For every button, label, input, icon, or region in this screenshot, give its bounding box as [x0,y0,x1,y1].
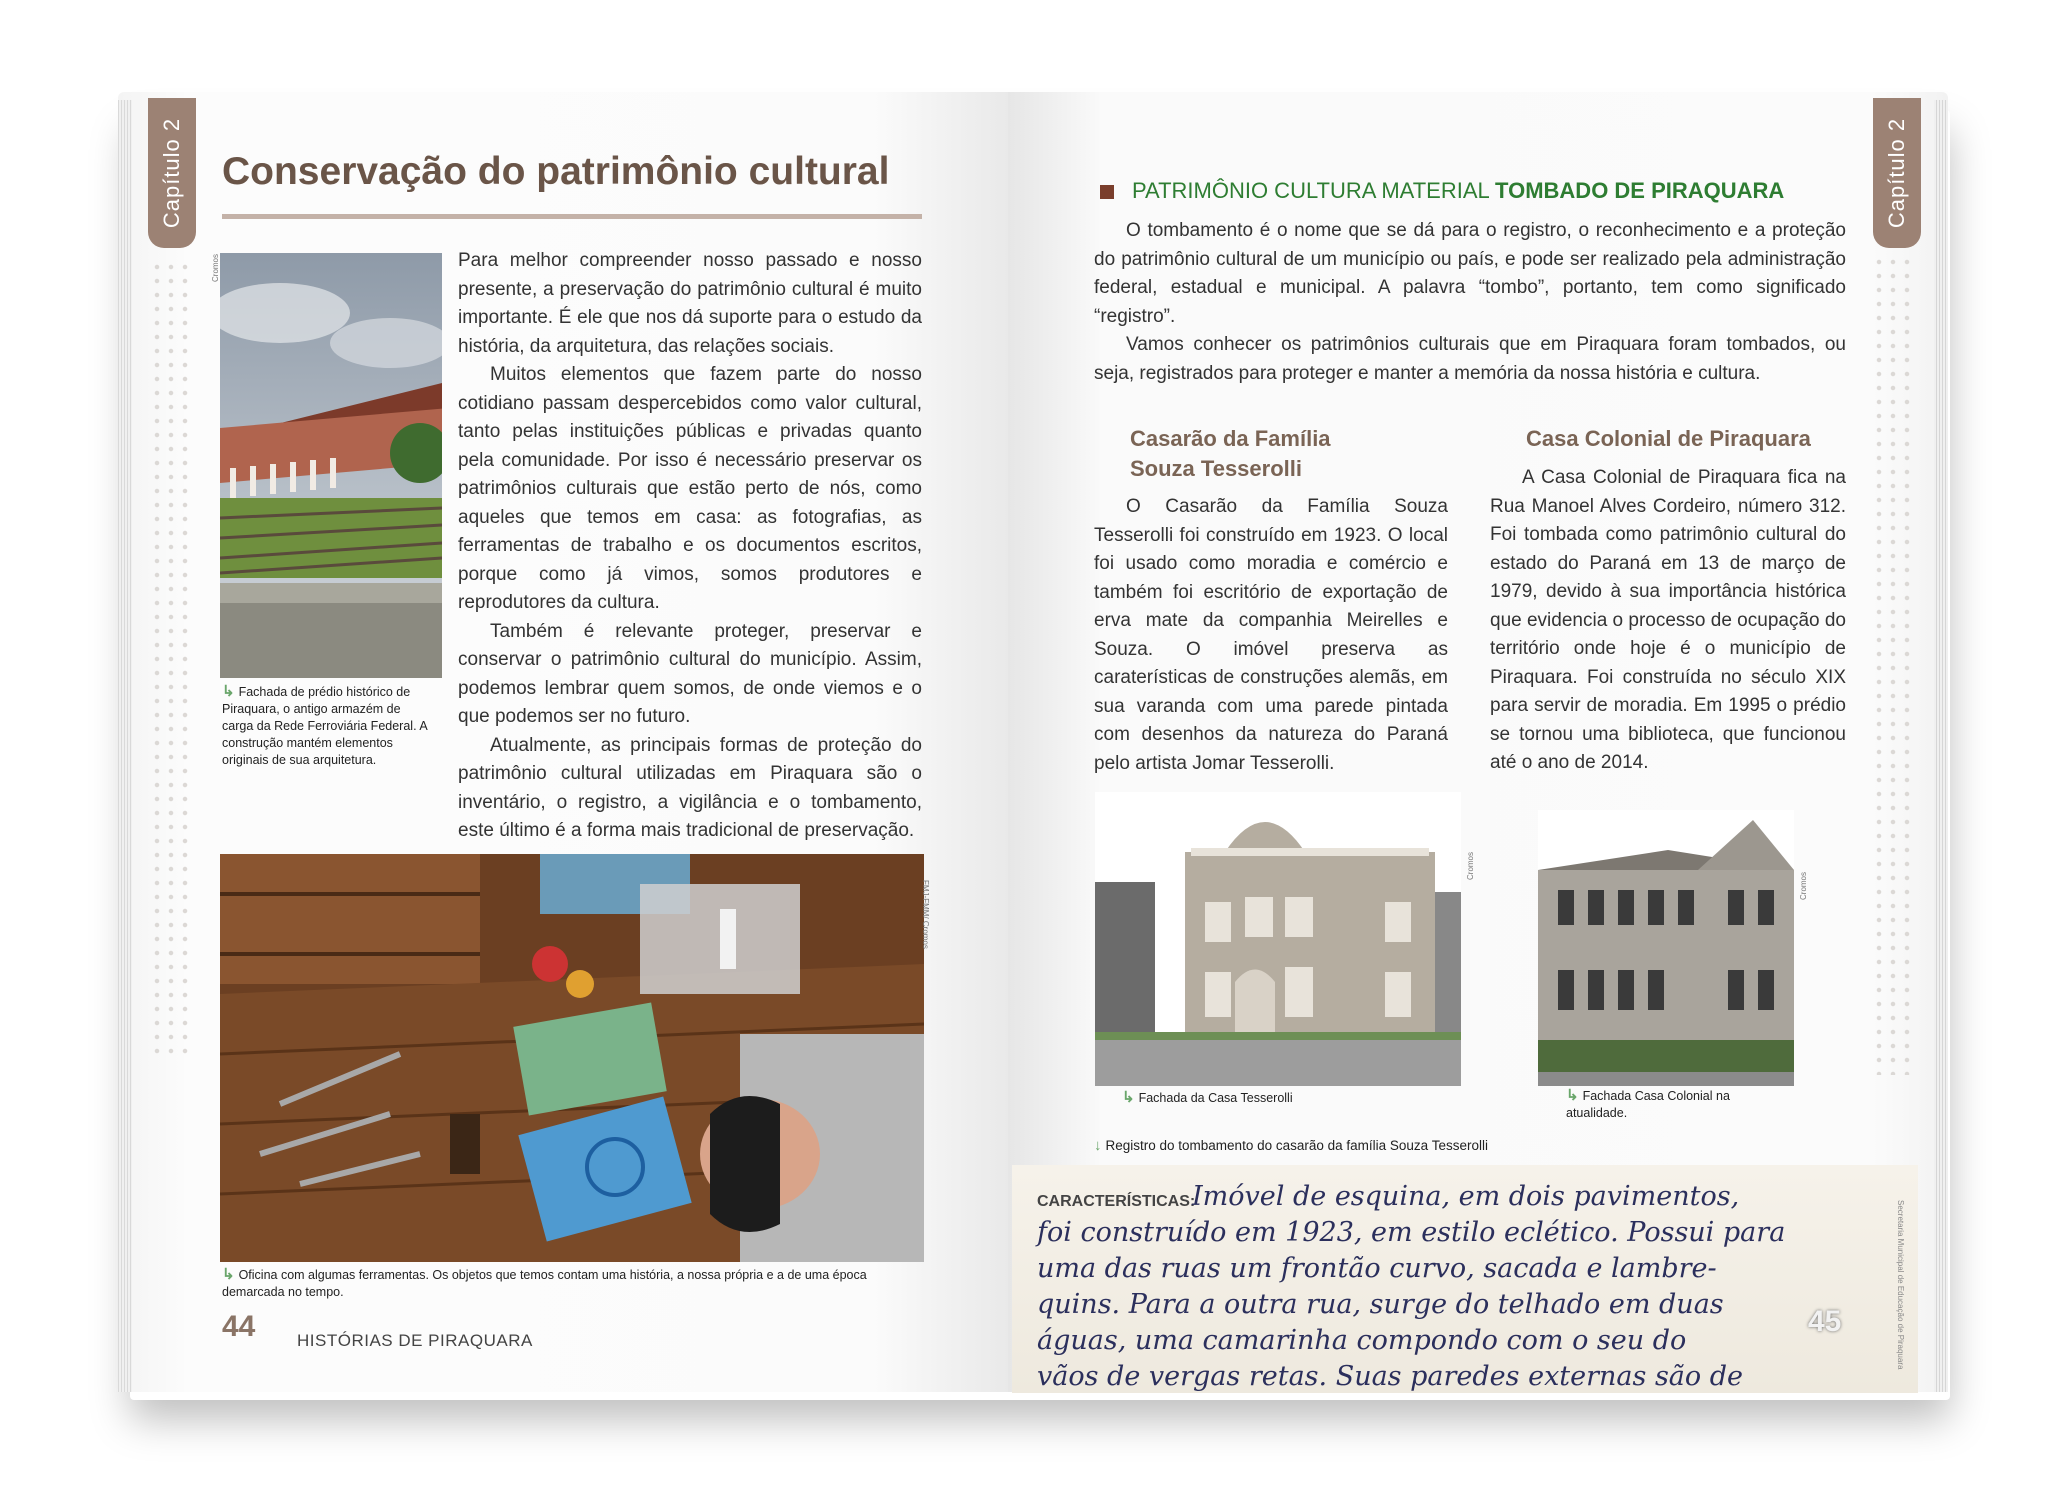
chapter-tab-right [1873,98,1921,248]
running-head: HISTÓRIAS DE PIRAQUARA [297,1331,533,1350]
hw-line-1: Imóvel de esquina, em dois pavimentos, [1192,1181,1740,1212]
hw-line-2: foi construído em 1923, em estilo eclético. Possui para [1037,1217,1786,1248]
intro-paragraph-1: O tombamento é o nome que se dá para o registro, o reconhecimento e a proteção do patrimônio cultural de um município ou país, e pode ser realizado pela administração federal, estadual e municipal. A palavra “tombo”, portanto, tem como significado “registro”. [1094,220,1846,327]
paragraph-2: Muitos elementos que fazem parte do nosso cotidiano passam despercebidos como valor cultural, tanto pelas instituições públicas e privadas quanto pela comunidade. Por isso é necessário preservar os patrimônios culturais que estão perto de nós, como aqueles que temos em casa: as fotografias, as ferramentas de trabalho e os documentos escritos, porque como já vimos, somos produtores e reprodutores da cultura. [458,364,922,613]
col1-text [1094,493,1448,778]
col2-paragraph: A Casa Colonial de Piraquara fica na Rua Manoel Alves Cordeiro, número 312. Foi tombada como patrimônio cultural do estado do Paraná em 13 de março de 1979, devido à sua importância histórica que evidencia o processo de ocupação do território onde hoje é o município de Piraquara. Foi construída no século XIX para servir de moradia. Em 1995 o prédio se tornou uma biblioteca, que funcionou até o ano de 2014. [1490,467,1846,773]
caption-arrow-icon: ↳ [1122,1089,1135,1106]
photo2-credit: FMJ-FMM/ Cromos [921,880,930,949]
caption-arrow-icon: ↳ [222,683,235,700]
page-edges-left [118,100,132,1392]
square-bullet-icon [1100,185,1114,199]
railway-warehouse-image [220,253,442,678]
register-caption-text: Registro do tombamento do casarão da família Souza Tesserolli [1105,1138,1488,1153]
body-text-left [458,247,922,846]
page-number-right: 45 [1808,1305,1842,1338]
col1-title: Casarão da Família Souza Tesserolli [1130,426,1331,481]
hw-line-4: quins. Para a outra rua, surge do telhado em duas [1037,1289,1724,1320]
chapter-tab-label: Capítulo 2 [1884,117,1910,229]
handwritten-register [1012,1165,1918,1393]
dot-pattern-right [1872,255,1916,1075]
body-text-right-intro [1094,217,1846,388]
paragraph-3: Também é relevante proteger, preservar e conservar o patrimônio cultural do município. Assim, podemos lembrar quem somos, de onde viemos e o que podemos ser no futuro. [458,620,922,727]
casa-colonial-image [1538,810,1794,1086]
intro-paragraph-2: Vamos conhecer os patrimônios culturais que em Piraquara foram tombados, ou seja, registrados para proteger e manter a memória da nossa história e cultura. [1094,334,1846,384]
caption-arrow-icon: ↳ [1566,1087,1579,1104]
title-underline [222,214,922,219]
page-edges-right [1934,100,1948,1392]
photo-railway-warehouse [220,253,442,678]
photo-casa-tesserolli [1095,792,1461,1086]
hw-line-6: vãos de vergas retas. Suas paredes externas são de [1037,1361,1744,1392]
side-credit: Secretaria Municipal de Educação de Piraquara [1896,1200,1905,1370]
dot-pattern-left [150,260,194,1060]
photo3-caption [1122,1089,1422,1107]
casa-tesserolli-image [1095,792,1461,1086]
photo3-caption-text: Fachada da Casa Tesserolli [1138,1091,1293,1105]
photo3-credit: Cromos [1466,851,1475,880]
section-heading [1100,178,1784,204]
photo1-credit: Cromos [211,253,220,282]
chapter-tab-left [148,98,196,248]
photo2-caption-text: Oficina com algumas ferramentas. Os objetos que temos contam uma história, a nossa própria e a de uma época demarcada no tempo. [222,1268,867,1299]
chapter-tab-label: Capítulo 2 [159,117,185,229]
photo-workshop [220,854,924,1262]
paragraph-4: Atualmente, as principais formas de proteção do patrimônio cultural utilizadas em Piraquara são o inventário, o registro, a vigilância e o tombamento, este último é a forma mais tradicional de preservação. [458,734,922,841]
photo-casa-colonial [1538,810,1794,1086]
workshop-image [220,854,924,1262]
col2-title: Casa Colonial de Piraquara [1526,426,1811,451]
down-arrow-icon: ↓ [1094,1137,1102,1154]
photo4-credit: Cromos [1799,871,1808,900]
paragraph-1: Para melhor compreender nosso passado e nosso presente, a preservação do patrimônio cultural é muito importante. É ele que nos dá suporte para o estudo da história, da arquitetura, das relações sociais. [458,250,922,357]
register-label: CARACTERÍSTICAS: [1037,1193,1196,1210]
photo4-caption [1566,1087,1766,1122]
photo1-caption [222,683,432,769]
hw-line-3: uma das ruas um frontão curvo, sacada e lambre- [1037,1253,1717,1284]
heading-part1: PATRIMÔNIO CULTURA MATERIAL [1132,178,1496,203]
col2-text [1490,464,1846,778]
photo1-caption-text: Fachada de prédio histórico de Piraquara, o antigo armazém de carga da Rede Ferroviária Federal. A construção mantém elementos originais de sua arquitetura. [222,685,427,767]
col1-paragraph: O Casarão da Família Souza Tesserolli foi construído em 1923. O local foi usado como moradia e comércio e também foi escritório de exportação de erva mate da companhia Meirelles e Souza. O imóvel preserva as caraterísticas de construções alemãs, em sua varanda com uma parede pintada com desenhos da natureza do Paraná pelo artista Jomar Tesserolli. [1094,496,1448,774]
page-title: Conservação do patrimônio cultural [222,150,890,193]
photo4-caption-text: Fachada Casa Colonial na atualidade. [1566,1089,1730,1120]
register-caption [1094,1137,1654,1154]
page-number-left: 44 [222,1310,256,1343]
caption-arrow-icon: ↳ [222,1266,235,1283]
heading-part2: TOMBADO DE PIRAQUARA [1495,178,1785,203]
hw-line-5: águas, uma camarinha compondo com o seu do [1037,1325,1687,1356]
photo2-caption [222,1266,922,1301]
